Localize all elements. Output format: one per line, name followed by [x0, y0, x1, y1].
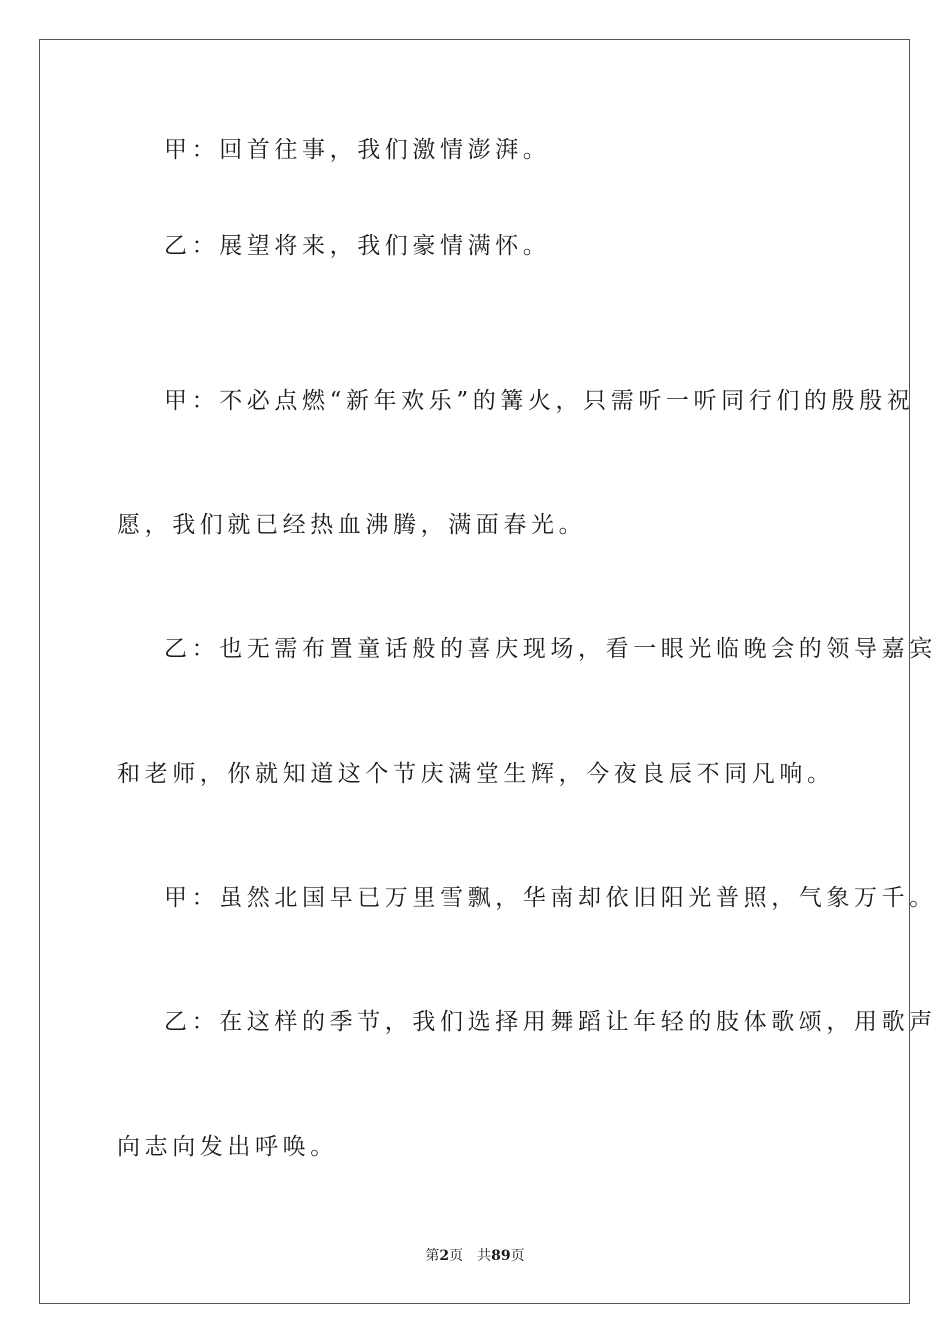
page-footer	[0, 1247, 950, 1265]
page-prefix: 第	[425, 1248, 440, 1264]
page-frame	[39, 39, 937, 1304]
paragraph-1: 甲：回首往事，我们激情澎湃。	[164, 137, 551, 163]
total-prefix: 共	[477, 1248, 492, 1264]
paragraph-5: 甲：虽然北国早已万里雪飘，华南却依旧阳光普照，气象万千。	[164, 885, 937, 911]
total-suffix: 页	[510, 1248, 525, 1264]
paragraph-3-line-2: 愿，我们就已经热血沸腾，满面春光。	[117, 512, 587, 538]
paragraph-4-line-2: 和老师，你就知道这个节庆满堂生辉，今夜良辰不同凡响。	[117, 761, 835, 787]
paragraph-2: 乙：展望将来，我们豪情满怀。	[164, 233, 551, 259]
paragraph-6-line-2: 向志向发出呼唤。	[117, 1134, 338, 1160]
paragraph-4-line-1: 乙：也无需布置童话般的喜庆现场，看一眼光临晚会的领导嘉宾	[164, 636, 937, 662]
paragraph-6-line-1: 乙：在这样的季节，我们选择用舞蹈让年轻的肢体歌颂，用歌声	[164, 1009, 937, 1035]
total-pages: 89	[491, 1248, 511, 1264]
page-number: 2	[439, 1248, 450, 1264]
page-suffix: 页	[449, 1248, 464, 1264]
paragraph-3-line-1: 甲：不必点燃“新年欢乐”的篝火，只需听一听同行们的殷殷祝	[164, 388, 915, 414]
